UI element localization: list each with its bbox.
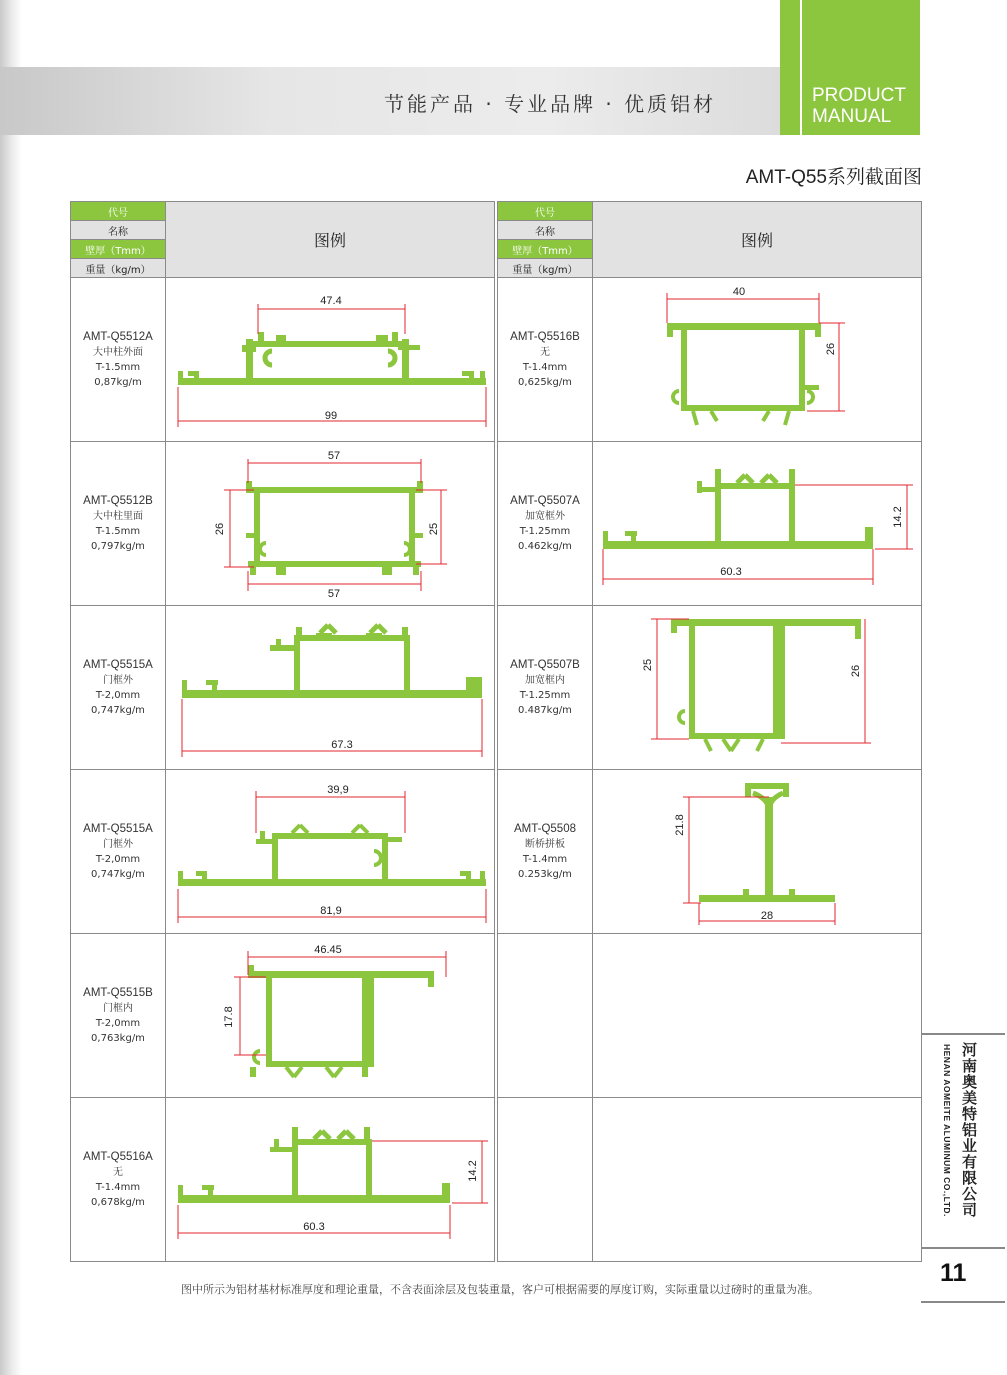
- profile-info: [498, 278, 593, 442]
- profile-drawing: [166, 443, 495, 605]
- dimension-label: 39,9: [327, 783, 349, 796]
- dimension-label: 46.45: [314, 943, 342, 956]
- profile-weight: 0.487kg/m: [518, 704, 572, 716]
- profile-drawing: [593, 771, 922, 933]
- profile-drawing: [593, 443, 922, 605]
- profile-weight: 0,625kg/m: [518, 376, 572, 388]
- profile-name: 门框内: [103, 1002, 133, 1014]
- header-name: 名称: [498, 221, 593, 240]
- profile-code: AMT-Q5508: [514, 822, 576, 835]
- profile-name: 大中柱外面: [93, 346, 143, 358]
- profile-name: 门框外: [103, 838, 133, 850]
- profile-code: AMT-Q5516A: [83, 1150, 153, 1163]
- badge-divider: [800, 0, 802, 135]
- right-profile-table: [497, 201, 922, 1262]
- profile-name: 无: [113, 1166, 123, 1178]
- profile-drawing: [166, 771, 495, 933]
- dimension-label: 26: [214, 522, 226, 535]
- sidebar-divider-top: [921, 1033, 1005, 1035]
- page-edge-shadow: [0, 0, 22, 1375]
- header-code: 代号: [498, 202, 593, 221]
- profile-info: [71, 934, 166, 1098]
- profile-name: 门框外: [103, 674, 133, 686]
- header-slogan: 节能产品 · 专业品牌 · 优质铝材: [384, 92, 717, 116]
- table-row: [498, 770, 922, 934]
- dimension-label: 26: [850, 664, 862, 677]
- dimension-label: 21.8: [674, 813, 686, 836]
- header-code: 代号: [71, 202, 166, 221]
- header-thickness: 壁厚（Tmm）: [498, 240, 593, 259]
- profile-name: 无: [540, 346, 550, 358]
- empty-cell: [498, 934, 593, 1098]
- table-row: [71, 442, 495, 606]
- profile-weight: 0,747kg/m: [91, 704, 145, 716]
- profile-drawing: [166, 935, 495, 1097]
- profile-thickness: T-2,0mm: [95, 689, 141, 701]
- profile-info: [498, 606, 593, 770]
- profile-weight: 0.253kg/m: [518, 868, 572, 880]
- left-profile-table: [70, 201, 495, 1262]
- table-row: [498, 606, 922, 770]
- dimension-label: 26: [825, 342, 837, 355]
- profile-thickness: T-1.4mm: [522, 361, 568, 373]
- dimension-label: 14.2: [467, 1159, 479, 1182]
- profile-code: AMT-Q5516B: [510, 330, 580, 343]
- profile-name: 大中柱里面: [93, 510, 143, 522]
- empty-cell: [593, 1098, 922, 1262]
- profile-code: AMT-Q5507A: [510, 494, 580, 507]
- profile-drawing-cell: [166, 606, 495, 770]
- product-manual-badge: [780, 0, 920, 135]
- table-row-empty: [498, 1098, 922, 1262]
- profile-info: [71, 278, 166, 442]
- header-weight: 重量（kg/m）: [498, 259, 593, 278]
- header-thickness: 壁厚（Tmm）: [71, 240, 166, 259]
- table-row: [498, 278, 922, 442]
- company-name-en: HENAN AOMEITE ALUMINUM CO.,LTD.: [942, 1044, 952, 1217]
- profile-name: 加宽框外: [525, 510, 565, 522]
- profile-weight: 0,87kg/m: [94, 376, 142, 388]
- dimension-label: 25: [642, 658, 654, 671]
- profile-drawing-cell: [593, 442, 922, 606]
- profile-name: 断桥拼板: [525, 838, 565, 850]
- profile-drawing: [593, 607, 922, 769]
- profile-code: AMT-Q5515A: [83, 822, 153, 835]
- profile-info: [71, 606, 166, 770]
- dimension-label: 60.3: [720, 565, 742, 578]
- profile-drawing-cell: [166, 442, 495, 606]
- profile-code: AMT-Q5512A: [83, 330, 153, 343]
- profile-drawing-cell: [593, 606, 922, 770]
- profile-info: [71, 442, 166, 606]
- empty-cell: [593, 934, 922, 1098]
- dimension-label: 99: [324, 409, 338, 422]
- empty-cell: [498, 1098, 593, 1262]
- dimension-label: 28: [760, 909, 774, 922]
- profile-info: [498, 770, 593, 934]
- dimension-label: 81,9: [320, 904, 342, 917]
- profile-thickness: T-1.25mm: [519, 525, 571, 537]
- table-row-empty: [498, 934, 922, 1098]
- profile-drawing-cell: [166, 1098, 495, 1262]
- profile-drawing: [166, 1099, 495, 1261]
- table-row: [71, 1098, 495, 1262]
- table-row: [498, 442, 922, 606]
- table-row: [71, 606, 495, 770]
- dimension-label: 40: [732, 285, 746, 298]
- profile-weight: 0.462kg/m: [518, 540, 572, 552]
- profile-code: AMT-Q5515B: [83, 986, 153, 999]
- dimension-label: 57: [327, 449, 341, 462]
- header-legend: 图例: [166, 202, 495, 278]
- profile-thickness: T-1.5mm: [95, 525, 141, 537]
- company-name-block: [932, 1042, 998, 1242]
- profile-code: AMT-Q5507B: [510, 658, 580, 671]
- dimension-label: 57: [327, 587, 341, 600]
- profile-drawing: [166, 607, 495, 769]
- sidebar-divider-middle: [921, 1247, 1005, 1249]
- header-name: 名称: [71, 221, 166, 240]
- profile-weight: 0,763kg/m: [91, 1032, 145, 1044]
- profile-code: AMT-Q5512B: [83, 494, 153, 507]
- table-row: [71, 934, 495, 1098]
- profile-drawing-cell: [593, 770, 922, 934]
- header-weight: 重量（kg/m）: [71, 259, 166, 278]
- dimension-label: 25: [428, 522, 440, 535]
- profile-drawing-cell: [166, 770, 495, 934]
- profile-thickness: T-1.4mm: [95, 1181, 141, 1193]
- profile-weight: 0,678kg/m: [91, 1196, 145, 1208]
- dimension-label: 47.4: [320, 294, 342, 307]
- profile-thickness: T-1.4mm: [522, 853, 568, 865]
- dimension-label: 14.2: [892, 505, 904, 528]
- profile-thickness: T-2,0mm: [95, 853, 141, 865]
- profile-thickness: T-1.5mm: [95, 361, 141, 373]
- profile-drawing-cell: [166, 934, 495, 1098]
- profile-thickness: T-1.25mm: [519, 689, 571, 701]
- badge-line-1: PRODUCT: [812, 85, 906, 106]
- badge-line-2: MANUAL: [812, 106, 892, 127]
- dimension-label: 60.3: [303, 1220, 325, 1233]
- profile-drawing-cell: [593, 278, 922, 442]
- table-row: [71, 770, 495, 934]
- company-name-cn: 河南奥美特铝业有限公司: [960, 1042, 978, 1218]
- page-number: 11: [940, 1259, 967, 1287]
- profile-weight: 0,747kg/m: [91, 868, 145, 880]
- series-title: AMT-Q55系列截面图: [745, 167, 922, 188]
- sidebar-divider-bottom: [921, 1301, 1005, 1303]
- profile-info: [498, 442, 593, 606]
- dimension-label: 17.8: [223, 1005, 235, 1028]
- profile-info: [71, 1098, 166, 1262]
- profile-name: 加宽框内: [525, 674, 565, 686]
- profile-drawing-cell: [166, 278, 495, 442]
- footnote: 图中所示为铝材基材标准厚度和理论重量，不含表面涂层及包装重量，客户可根据需要的厚度订购，实际重量以过磅时的重量为准。: [181, 1283, 819, 1296]
- profile-drawing: [166, 279, 495, 441]
- badge-text: [812, 85, 906, 127]
- profile-weight: 0,797kg/m: [91, 540, 145, 552]
- profile-info: [71, 770, 166, 934]
- profile-drawing: [593, 279, 922, 441]
- dimension-label: 67.3: [331, 738, 353, 751]
- header-legend: 图例: [593, 202, 922, 278]
- table-row: [71, 278, 495, 442]
- profile-thickness: T-2,0mm: [95, 1017, 141, 1029]
- profile-code: AMT-Q5515A: [83, 658, 153, 671]
